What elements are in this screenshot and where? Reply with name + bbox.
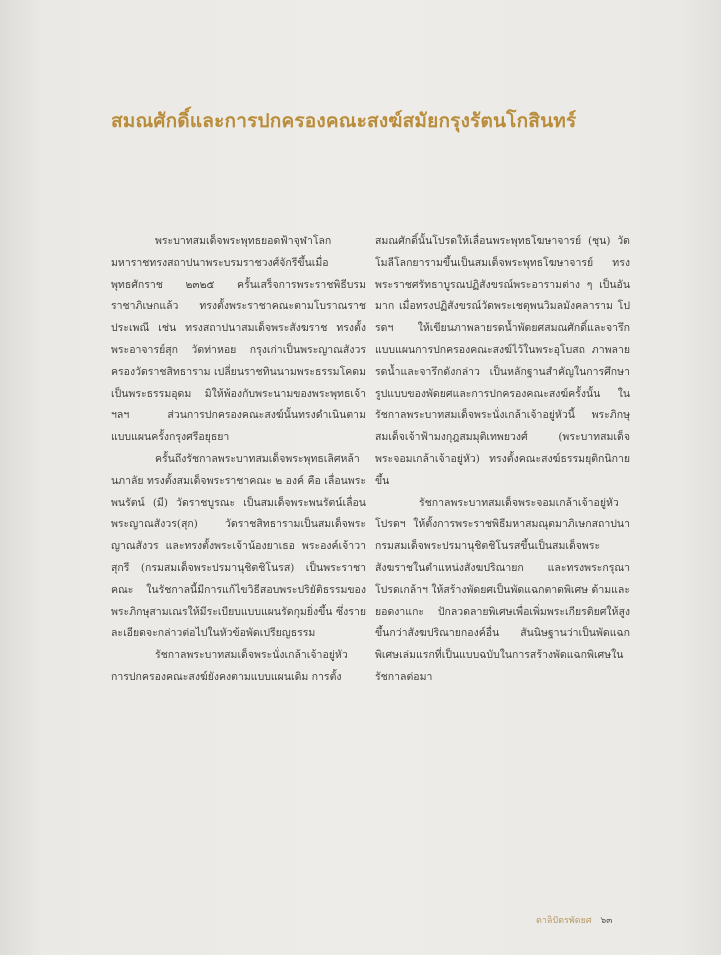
paragraph: พระบาทสมเด็จพระพุทธยอดฟ้าจุฬาโลกมหาราชทรงสถาปนาพระบรมราชวงศ์จักรีขึ้นเมื่อพุทธศักราช ๒๓๒๕ ครั้นเสร็จการพระราชพิธีบรมราชาภิเษกแล้ว ทรงตั้งพระราชาคณะตามโบราณราชประเพณี เช่น ทรงสถาปนาสมเด็จพระสังฆราช ทรงตั้งพระอาจารย์สุก วัดท่าหอย กรุงเก่าเป็นพระญาณสังวร ครองวัดราชสิทธาราม เปลี่ยนราชทินนามพระธรรมโคดมเป็นพระธรรมอุดม มิให้พ้องกับพระนามของพระพุทธเจ้า ฯลฯ ส่วนการปกครองคณะสงฆ์นั้นทรงดำเนินตามแบบแผนครั้งกรุงศรีอยุธยา: [111, 235, 366, 444]
left-text-column: [111, 231, 366, 689]
page-title: สมณศักดิ์และการปกครองคณะสงฆ์สมัยกรุงรัตนโกสินทร์: [111, 110, 577, 132]
page-footer: [536, 913, 612, 927]
paragraph: ครั้นถึงรัชกาลพระบาทสมเด็จพระพุทธเลิศหล้านภาลัย ทรงตั้งสมเด็จพระราชาคณะ ๒ องค์ คือ เลื่อนพระพนรัตน์ (มี) วัดราชบูรณะ เป็นสมเด็จพระพนรัตน์เลื่อนพระญาณสังวร(สุก) วัดราชสิทธารามเป็นสมเด็จพระญาณสังวร และทรงตั้งพระเจ้าน้องยาเธอ พระองค์เจ้าวาสุกรี (กรมสมเด็จพระปรมานุชิตชิโนรส) เป็นพระราชาคณะ ในรัชกาลนี้มีการแก้ไขวิธีสอบพระปริยัติธรรมของพระภิกษุสามเณรให้มีระเบียบแบบแผนรัดกุมยิ่งขึ้น ซึ่งรายละเอียดจะกล่าวต่อไปในหัวข้อพัดเปรียญธรรม: [111, 452, 366, 640]
right-text-column: [375, 231, 630, 689]
paragraph: สมณศักดิ์นั้นโปรดให้เลื่อนพระพุทธโฆษาจารย์ (ชุน) วัดโมลีโลกยารามขึ้นเป็นสมเด็จพระพุทธโฆษาจารย์ ทรงพระราชศรัทธาบูรณปฏิสังขรณ์พระอารามต่าง ๆ เป็นอันมาก เมื่อทรงปฏิสังขรณ์วัดพระเชตุพนวิมลมังคลาราม โปรดฯ ให้เขียนภาพลายรดน้ำพัดยศสมณศักดิ์และจารึกแบบแผนการปกครองคณะสงฆ์ไว้ในพระอุโบสถ ภาพลายรดน้ำและจารึกดังกล่าว เป็นหลักฐานสำคัญในการศึกษารูปแบบของพัดยศและการปกครองคณะสงฆ์ครั้งนั้น ในรัชกาลพระบาทสมเด็จพระนั่งเกล้าเจ้าอยู่หัวนี้ พระภิกษุสมเด็จเจ้าฟ้ามงกุฎสมมุติเทพยวงศ์ (พระบาทสมเด็จพระจอมเกล้าเจ้าอยู่หัว) ทรงตั้งคณะสงฆ์ธรรมยุติกนิกายขึ้น: [375, 235, 630, 487]
paragraph: รัชกาลพระบาทสมเด็จพระจอมเกล้าเจ้าอยู่หัวโปรดฯ ให้ตั้งการพระราชพิธีมหาสมณุตมาภิเษกสถาปนากรมสมเด็จพระปรมานุชิตชิโนรสขึ้นเป็นสมเด็จพระสังฆราชในตำแหน่งสังฆปริณายก และทรงพระกรุณาโปรดเกล้าฯ ให้สร้างพัดยศเป็นพัดแฉกตาดพิเศษ ด้ามและยอดงาแกะ ปักลวดลายพิเศษเพื่อเพิ่มพระเกียรติยศให้สูงขึ้นกว่าสังฆปริณายกองค์อื่น สันนิษฐานว่าเป็นพัดแฉกพิเศษเล่มแรกที่เป็นแบบฉบับในการสร้างพัดแฉกพิเศษในรัชกาลต่อมา: [375, 496, 630, 683]
running-title: ตาลิปัตรพัดยศ: [536, 916, 592, 926]
paragraph: รัชกาลพระบาทสมเด็จพระนั่งเกล้าเจ้าอยู่หัว การปกครองคณะสงฆ์ยังคงตามแบบแผนเดิม การตั้ง: [111, 649, 348, 683]
page-number: ๖๓: [600, 916, 613, 926]
